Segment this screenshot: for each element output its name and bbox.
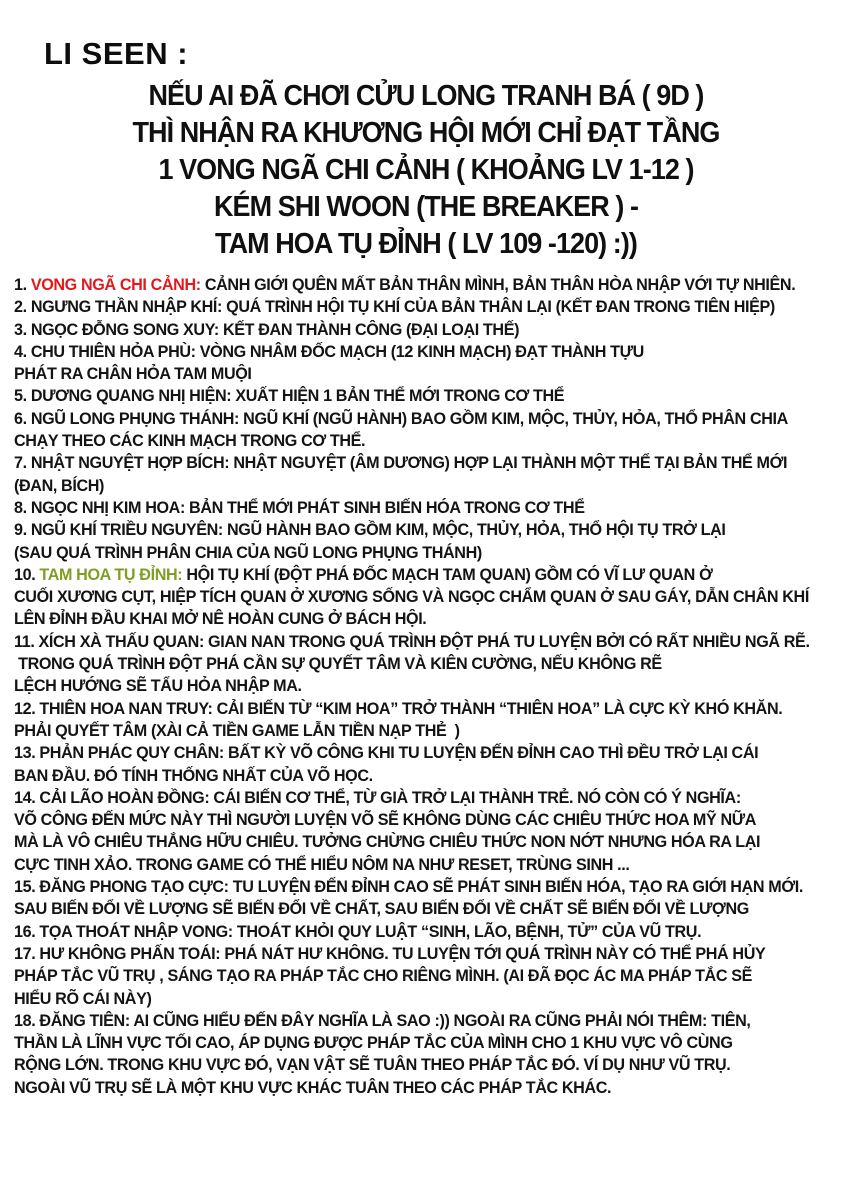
note-line [14, 385, 810, 407]
note-text: 17. HƯ KHÔNG PHẤN TOÁI: PHÁ NÁT HƯ KHÔNG. TU LUYỆN TỚI QUÁ TRÌNH NÀY CÓ THỂ PHÁ HỦY [14, 943, 766, 963]
note-line [14, 787, 810, 809]
note-text: 5. DƯƠNG QUANG NHỊ HIỆN: XUẤT HIỆN 1 BẢN THỂ MỚI TRONG CƠ THỂ [14, 386, 565, 406]
note-text: 3. NGỌC ĐỖNG SONG XUY: KẾT ĐAN THÀNH CÔNG (ĐẠI LOẠI THẾ) [14, 319, 520, 339]
note-text: 13. PHẢN PHÁC QUY CHÂN: BẤT KỲ VÕ CÔNG KHI TU LUYỆN ĐẾN ĐỈNH CAO THÌ ĐỀU TRỞ LẠI CÁI [14, 743, 759, 763]
note-line [14, 898, 810, 920]
intro-line: KÉM SHI WOON (THE BREAKER ) - [213, 191, 639, 223]
note-text: THẦN LÀ LĨNH VỰC TỐI CAO, ÁP DỤNG ĐƯỢC PHÁP TẮC CỦA MÌNH CHO 1 KHU VỰC VÔ CÙNG [14, 1033, 733, 1053]
note-line [14, 809, 810, 831]
intro-line: TAM HOA TỤ ĐỈNH ( LV 109 -120) :)) [215, 228, 637, 260]
note-line [14, 497, 810, 519]
note-text: 7. NHẬT NGUYỆT HỢP BÍCH: NHẬT NGUYỆT (ÂM DƯƠNG) HỢP LẠI THÀNH MỘT THỂ TẠI BẢN THỂ MỚI [14, 453, 788, 473]
note-text: TRONG QUÁ TRÌNH ĐỘT PHÁ CẦN SỰ QUYẾT TÂM VÀ KIÊN CƯỜNG, NẾU KHÔNG RẼ [14, 654, 662, 674]
note-text: 11. XÍCH XÀ THẤU QUAN: GIAN NAN TRONG QUÁ TRÌNH ĐỘT PHÁ TU LUYỆN BỞI CÓ RẤT NHIỀU NGÃ RẼ. [14, 631, 810, 651]
note-line [14, 542, 810, 564]
note-text: SAU BIẾN ĐỔI VỀ LƯỢNG SẼ BIẾN ĐỔI VỀ CHẤT, SAU BIẾN ĐỔI VỀ CHẤT SẼ BIẾN ĐỔI VỀ LƯỢNG [14, 899, 749, 919]
note-text: MÀ LÀ VÔ CHIÊU THẮNG HỮU CHIÊU. TƯỞNG CHỪNG CHIÊU THỨC NON NỚT NHƯNG HÓA RA LẠI [14, 832, 761, 852]
note-line [14, 1077, 810, 1099]
note-line [14, 274, 810, 296]
note-text: CẢNH GIỚI QUÊN MẤT BẢN THÂN MÌNH, BẢN THÂN HÒA NHẬP VỚI TỰ NHIÊN. [200, 275, 796, 294]
note-line [14, 943, 810, 965]
red-highlighted-term: VONG NGÃ CHI CẢNH: [30, 275, 201, 294]
note-line [14, 876, 810, 898]
note-text: RỘNG LỚN. TRONG KHU VỰC ĐÓ, VẠN VẬT SẼ TUÂN THEO PHÁP TẮC ĐÓ. VÍ DỤ NHƯ VŨ TRỤ. [14, 1055, 731, 1075]
intro-line: THÌ NHẬN RA KHƯƠNG HỘI MỚI CHỈ ĐẠT TẦNG [132, 117, 720, 149]
note-text: CỰC TINH XẢO. TRONG GAME CÓ THỂ HIỂU NÔM NA NHƯ RESET, TRÙNG SINH ... [14, 854, 630, 874]
note-text: HỘI TỤ KHÍ (ĐỘT PHÁ ĐỐC MẠCH TAM QUAN) GỒM CÓ VĨ LƯ QUAN Ở [182, 564, 713, 584]
note-text: PHÁT RA CHÂN HỎA TAM MUỘI [14, 364, 252, 384]
note-line [14, 363, 810, 385]
note-line [14, 988, 810, 1010]
note-text: (SAU QUÁ TRÌNH PHÂN CHIA CỦA NGŨ LONG PHỤNG THÁNH) [14, 542, 482, 562]
note-text: 10. [14, 564, 40, 584]
note-line [14, 408, 810, 430]
note-line [14, 608, 810, 630]
note-line [14, 831, 810, 853]
note-line [14, 296, 810, 318]
note-line [14, 341, 810, 363]
note-text: 4. CHU THIÊN HỎA PHÙ: VÒNG NHÂM ĐỐC MẠCH (12 KINH MẠCH) ĐẠT THÀNH TỰU [14, 341, 644, 361]
note-line [14, 452, 810, 474]
note-text: PHẢI QUYẾT TÂM (XÀI CẢ TIỀN GAME LẪN TIỀN NẠP THẺ ) [14, 720, 460, 740]
note-text: PHÁP TẮC VŨ TRỤ , SÁNG TẠO RA PHÁP TẮC CHO RIÊNG MÌNH. (AI ĐÃ ĐỌC ÁC MA PHÁP TẮC SẼ [14, 966, 753, 986]
note-text: 9. NGŨ KHÍ TRIỀU NGUYÊN: NGŨ HÀNH BAO GỒM KIM, MỘC, THỦY, HỎA, THỔ HỘI TỤ TRỞ LẠI [14, 520, 726, 540]
note-line [14, 854, 810, 876]
note-text: LÊN ĐỈNH ĐẦU KHAI MỞ NÊ HOÀN CUNG Ở BÁCH HỘI. [14, 609, 427, 629]
note-line [14, 1054, 810, 1076]
note-text: 1. [14, 275, 31, 294]
note-text: CUỐI XƯƠNG CỤT, HIỆP TÍCH QUAN Ở XƯƠNG SỐNG VÀ NGỌC CHẨM QUAN Ở SAU GÁY, DẪN CHÂN KHÍ [14, 587, 809, 607]
note-text: CHẠY THEO CÁC KINH MẠCH TRONG CƠ THỂ. [14, 431, 366, 451]
note-text: 12. THIÊN HOA NAN TRUY: CẢI BIẾN TỪ “KIM HOA” TRỞ THÀNH “THIÊN HOA” LÀ CỰC KỲ KHÓ KHĂN. [14, 698, 783, 718]
note-line [14, 921, 810, 943]
intro-line: 1 VONG NGÃ CHI CẢNH ( KHOẢNG LV 1-12 ) [158, 154, 694, 186]
note-text: 14. CẢI LÃO HOÀN ĐỒNG: CÁI BIẾN CƠ THỂ, TỪ GIÀ TRỞ LẠI THÀNH TRẺ. NÓ CÒN CÓ Ý NGHĨA: [14, 787, 741, 807]
note-line [14, 564, 810, 586]
note-line [14, 720, 810, 742]
note-line [14, 1010, 810, 1032]
note-text: NGOÀI VŨ TRỤ SẼ LÀ MỘT KHU VỰC KHÁC TUÂN THEO CÁC PHÁP TẮC KHÁC. [14, 1077, 612, 1097]
note-line [14, 519, 810, 541]
note-text: 16. TỌA THOÁT NHẬP VONG: THOÁT KHỎI QUY LUẬT “SINH, LÃO, BỆNH, TỬ” CỦA VŨ TRỤ. [14, 921, 702, 941]
notes-block [14, 274, 852, 1099]
note-text: 15. ĐĂNG PHONG TẠO CỰC: TU LUYỆN ĐẾN ĐỈNH CAO SẼ PHÁT SINH BIẾN HÓA, TẠO RA GIỚI HẠN MỚI. [14, 877, 803, 897]
note-line [14, 742, 810, 764]
note-line [14, 631, 810, 653]
note-line [14, 430, 810, 452]
note-text: 6. NGŨ LONG PHỤNG THÁNH: NGŨ KHÍ (NGŨ HÀNH) BAO GỒM KIM, MỘC, THỦY, HỎA, THỔ PHÂN CHIA [14, 408, 788, 428]
note-line [14, 675, 810, 697]
intro-line: NẾU AI ĐÃ CHƠI CỬU LONG TRANH BÁ ( 9D ) [148, 80, 704, 112]
note-text: 8. NGỌC NHỊ KIM HOA: BẢN THỂ MỚI PHÁT SINH BIẾN HÓA TRONG CƠ THỂ [14, 497, 585, 517]
note-text: (ĐAN, BÍCH) [14, 475, 105, 495]
note-line [14, 653, 810, 675]
note-text: 18. ĐĂNG TIÊN: AI CŨNG HIỂU ĐẾN ĐÂY NGHĨA LÀ SAO :)) NGOÀI RA CŨNG PHẢI NÓI THÊM: TIÊN, [14, 1010, 751, 1030]
note-line [14, 698, 810, 720]
note-line [14, 586, 810, 608]
green-highlighted-term: TAM HOA TỤ ĐỈNH: [39, 564, 183, 584]
intro-block [0, 78, 852, 263]
note-line [14, 475, 810, 497]
note-text: HIỂU RÕ CÁI NÀY) [14, 988, 152, 1008]
note-text: 2. NGƯNG THẦN NHẬP KHÍ: QUÁ TRÌNH HỘI TỤ KHÍ CỦA BẢN THÂN LẠI (KẾT ĐAN TRONG TIÊN HIỆP) [14, 297, 775, 317]
note-line [14, 765, 810, 787]
note-line [14, 965, 810, 987]
page-title: LI SEEN : [44, 36, 189, 71]
note-text: BAN ĐẦU. ĐÓ TÍNH THỐNG NHẤT CỦA VÕ HỌC. [14, 765, 373, 785]
note-text: LỆCH HƯỚNG SẼ TẨU HỎA NHẬP MA. [14, 676, 302, 696]
note-line [14, 319, 810, 341]
note-text: VÕ CÔNG ĐẾN MỨC NÀY THÌ NGƯỜI LUYỆN VÕ SẼ KHÔNG DÙNG CÁC CHIÊU THỨC HOA MỸ NỮA [14, 810, 757, 830]
note-line [14, 1032, 810, 1054]
